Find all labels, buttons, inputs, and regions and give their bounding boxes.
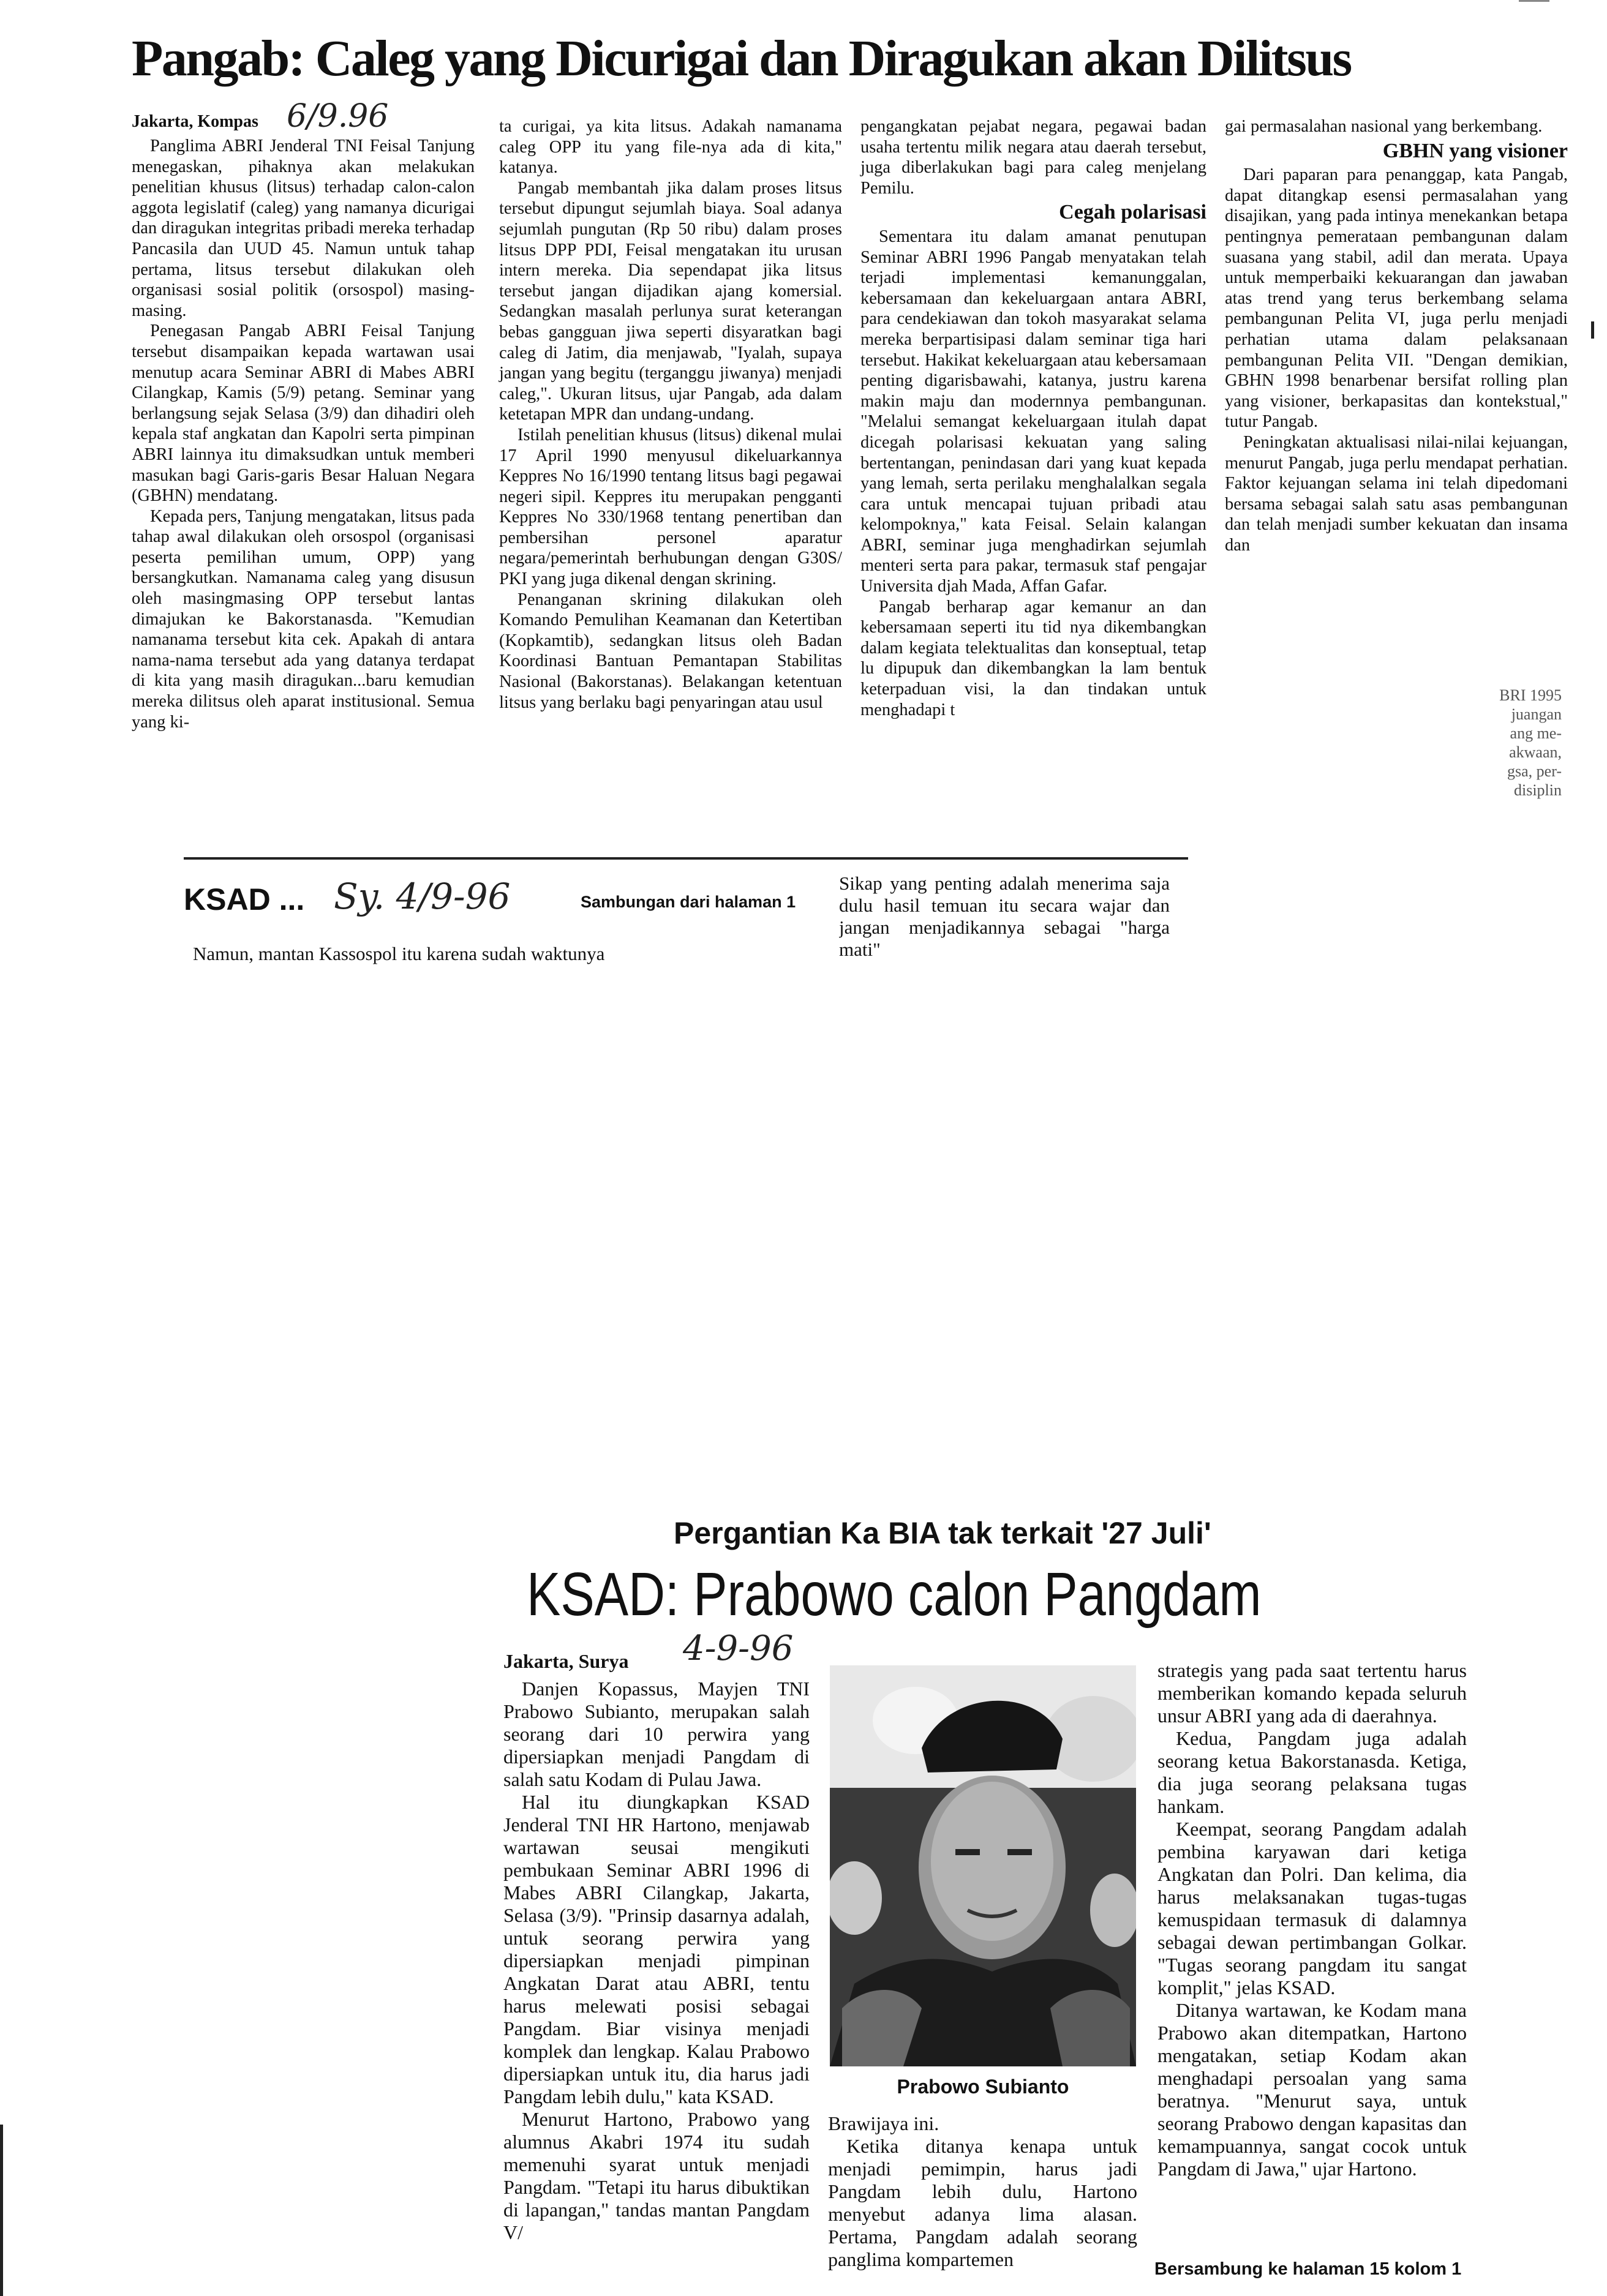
paragraph: gai permasalahan nasional yang berkembang. [1225,117,1543,136]
handwritten-date: Sy. 4/9-96 [334,876,511,917]
continued-from: Sambungan dari halaman 1 [581,893,796,911]
paragraph: Istilah penelitian khusus (litsus) dikenal mulai 17 April 1990 menyusul dikeluarkannya Keppres No 16/1990 tentang litsus bagi pegawai negeri sipil. Keppres itu merupakan pengganti Keppres No 330/1968 tentang penertiban dan pembersihan personel aparatur negara/pemerintah berhubungan dengan G30S/ PKI yang juga dikenal dengan skrining. [499,425,842,589]
dateline: Jakarta, Surya [503,1650,629,1672]
headline: KSAD: Prabowo calon Pangdam [527,1560,1262,1629]
dateline: Jakarta, Kompas [132,112,258,131]
paragraph: Brawijaya ini. [828,2112,939,2134]
paragraph: Ditanya wartawan, ke Kodam mana Prabowo akan ditempatkan, Hartono mengatakan, setiap Kodam akan menghadapi persoalan yang sama beratnya. "Menurut saya, untuk seorang Prabowo dengan kapasitas dan kemampuannya, sangat cocok untuk Pangdam di Jawa," ujar Hartono. [1157,1999,1467,2180]
continuation-text: Namun, mantan Kassospol itu karena sudah waktunya [193,943,605,964]
fragment-line: juangan [1511,705,1562,723]
paragraph: ta curigai, ya kita litsus. Adakah namanama caleg OPP itu yang file-nya ada di kita," katanya. [499,117,842,178]
paragraph: Ketika ditanya kenapa untuk menjadi pemimpin, harus jadi Pangdam lebih dulu, Hartono menyebut adanya lima alasan. Pertama, Pangdam adalah seorang panglima kompartemen [828,2135,1137,2270]
scan-mark [0,2125,3,2296]
article-column-3 [860,116,1206,720]
page-title: Pangab: Caleg yang Dicurigai dan Diragukan akan Dilitsus [132,30,1351,87]
fragment-line: ang me- [1510,724,1562,742]
paragraph: Kedua, Pangdam juga adalah seorang ketua Bakorstanasda. Ketiga, dia juga seorang pelaksana tugas hankam. [1157,1727,1467,1817]
article-column-2 [499,116,842,713]
paragraph: Danjen Kopassus, Mayjen TNI Prabowo Subianto, merupakan salah seorang dari 10 perwira yang dipersiapkan menjadi Pangdam di salah satu Kodam di Pulau Jawa. [503,1678,810,1790]
paragraph: Pangab membantah jika dalam proses litsus tersebut dipungut sejumlah biaya. Soal adanya sejumlah pungutan (Rp 50 ribu) dalam proses litsus DPP PDI, Feisal mengatakan itu urusan intern mereka. Dia sependapat jika litsus tersebut jangan dijadikan ajang komersial. Sedangkan masalah perlunya surat keterangan bebas gangguan jiwa seperti disyaratkan bagi caleg di Jatim, dia menjawab, "Iyalah, supaya jangan yang begitu (terganggu jiwanya) menjadi caleg,". Ukuran litsus, ujar Pangab, ada dalam ketetapan MPR dan undang-undang. [499,178,842,424]
article-column-4 [1225,116,1568,661]
subheading: Cegah polarisasi [1059,201,1206,224]
fragment-line: gsa, per- [1507,762,1562,780]
photo-caption: Prabowo Subianto [897,2076,1069,2098]
paragraph: Kepada pers, Tanjung mengatakan, litsus pada tahap awal dilakukan oleh orsospol (organisasi peserta pemilihan umum, OPP) yang bersangkutkan. Namanama caleg yang disusun oleh masingmasing OPP tersebut lantas dimajukan ke Bakorstanasda. "Kemudian namanama tersebut kita cek. Apakah di antara nama-nama tersebut ada yang datanya terdapat di kita yang masih diragukan...baru kemudian mereka dilitsus oleh aparat institusional. Semua yang ki- [132,506,475,732]
article-column-1 [503,1678,810,2244]
paragraph: Peningkatan aktualisasi nilai-nilai kejuangan, menurut Pangab, juga perlu mendapat perhatian. Faktor kejuangan selama ini telah dipedomani bersama sebagai salah satu asas pembangunan dan telah menjadi sumber kekuatan dan insama dan [1225,432,1568,555]
scan-mark [1591,321,1594,339]
paragraph: Sementara itu dalam amanat penutupan Seminar ABRI 1996 Pangab menyatakan telah terjadi implementasi kemanunggalan, kebersamaan dan kekeluargaan antara ABRI, para cendekiawan dan tokoh masyarakat selama mereka berpartisipasi dalam seminar tiga hari tersebut. Hakikat kekeluargaan atau kebersamaan penting digarisbawahi, katanya, justru karena makin maju dan modernnya pembangunan. "Melalui semangat kekeluargaan itulah dapat dicegah polarisasi kekuatan yang saling bertentangan, penindasan dari yang kuat kepada yang lemah, serta perilaku menghalalkan segala cara untuk mencapai tujuan pribadi atau kelompoknya," kata Feisal. Selain kalangan ABRI, seminar juga menghadirkan sejumlah menteri serta para pakar, termasuk staf pengajar Universita djah Mada, Affan Gafar. [860,227,1206,596]
portrait-image [830,1665,1136,2066]
prabowo-photo [830,1665,1136,2066]
article-column-3 [1157,1659,1467,2180]
article-column-1 [132,136,475,732]
fragment-line: akwaan, [1509,743,1562,761]
paragraph: Dari paparan para penanggap, kata Pangab, dapat ditangkap esensi permasalahan yang disajikan, yang pada intinya menekankan betapa pentingnya pemerataan pembangunan dalam suasana yang stabil, adil dan merata. Upaya untuk memperbaiki kekuarangan dan jawaban atas trend yang terus berkembang selama pembangunan Pelita VI, juga perlu menjadi perhatian utama dalam pelaksanaan pembangunan Pelita VII. "Dengan demikian, GBHN 1998 benarbenar bersifat rolling plan yang visioner, berkapasitas dan kontekstual," tutur Pangab. [1225,165,1568,432]
paragraph: Hal itu diungkapkan KSAD Jenderal TNI HR Hartono, menjawab wartawan seusai mengikuti pembukaan Seminar ABRI 1996 di Mabes ABRI Cilangkap, Jakarta, Selasa (3/9). "Prinsip dasarnya adalah, untuk seorang perwira yang dipersiapkan menjadi pimpinan Angkatan Darat atau ABRI, tentu harus melewati posisi sebagai Pangdam. Biar visinya menjadi komplek dan lengkap. Kalau Prabowo dipersiapkan untuk itu, dia harus jadi Pangdam lebih dulu," kata KSAD. [503,1791,810,2107]
divider [184,857,1188,860]
paragraph: Keempat, seorang Pangdam adalah pembina karyawan dari ketiga Angkatan dan Polri. Dan kelima, dia harus melaksanakan tugas-tugas kemuspidaan termasuk di dalamnya sebagai dewan pertimbangan Golkar. "Tugas seorang pangdam itu sangat komplit," jelas KSAD. [1157,1818,1467,1998]
paragraph: Panglima ABRI Jenderal TNI Feisal Tanjung menegaskan, pihaknya akan melakukan penelitian khusus (litsus) terhadap calon-calon aggota legislatif (caleg) yang namanya dicurigai dan diragukan integritas pribadi mereka terhadap Pancasila dan UUD 45. Namun untuk tahap pertama, litsus tersebut dilakukan oleh organisasi sosial politik (orsospol) masing-masing. [132,137,475,320]
paragraph: Pangab berharap agar kemanur an dan kebersamaan seperti itu tid nya dikembangkan dalam kegiata telektualitas dan konseptual, tetap lu dipupuk dan dikembangkan la lam bentuk keterpaduan visi, la dan tindakan untuk menghadapi t [860,597,1206,719]
article-column-2 [828,2112,1137,2271]
fragment-line: BRI 1995 [1499,686,1562,704]
subheading: GBHN yang visioner [1382,139,1568,162]
scan-mark [1519,0,1549,2]
handwritten-date: 6/9.96 [287,98,389,135]
paragraph: Menurut Hartono, Prabowo yang alumnus Akabri 1974 itu sudah memenuhi syarat untuk menjadi Pangdam. "Tetapi itu harus dibuktikan di lapangan," tandas mantan Pangdam V/ [503,2108,810,2243]
section-label: KSAD ... [184,882,305,917]
paragraph: Penegasan Pangab ABRI Feisal Tanjung tersebut disampaikan kepada wartawan usai menutup acara Seminar ABRI di Mabes ABRI Cilangkap, Kamis (5/9) petang. Seminar yang berlangsung sejak Selasa (3/9) dan dihadiri oleh kepala staf angkatan dan Kapolri serta pimpinan ABRI lainnya itu dimaksudkan untuk memberi masukan bagi Garis-garis Besar Haluan Negara (GBHN) mendatang. [132,321,475,506]
handwritten-date: 4-9-96 [683,1629,794,1668]
paragraph: Penanganan skrining dilakukan oleh Komando Pemulihan Keamanan dan Ketertiban (Kopkamtib), sedangkan litsus oleh Badan Koordinasi Bantuan Pemantapan Stabilitas Nasional (Bakorstanas). Belakangan ketentuan litsus yang berlaku bagi penyaringan atau usul [499,590,842,712]
fragment-line: disiplin [1513,781,1562,799]
kicker: Pergantian Ka BIA tak terkait '27 Juli' [674,1516,1211,1550]
continuation-text: Sikap yang penting adalah menerima saja dulu hasil temuan itu secara wajar dan jangan menjadikannya sebagai "harga mati" [839,872,1170,960]
paragraph: strategis yang pada saat tertentu harus memberikan komando kepada seluruh unsur ABRI yang ada di daerahnya. [1157,1659,1467,1727]
continued-to: Bersambung ke halaman 15 kolom 1 [1154,2259,1462,2279]
fragment-text [1464,686,1562,800]
paragraph: pengangkatan pejabat negara, pegawai badan usaha tertentu milik negara atau daerah tersebut, juga diberlakukan bagi para caleg menjelang Pemilu. [860,117,1206,198]
